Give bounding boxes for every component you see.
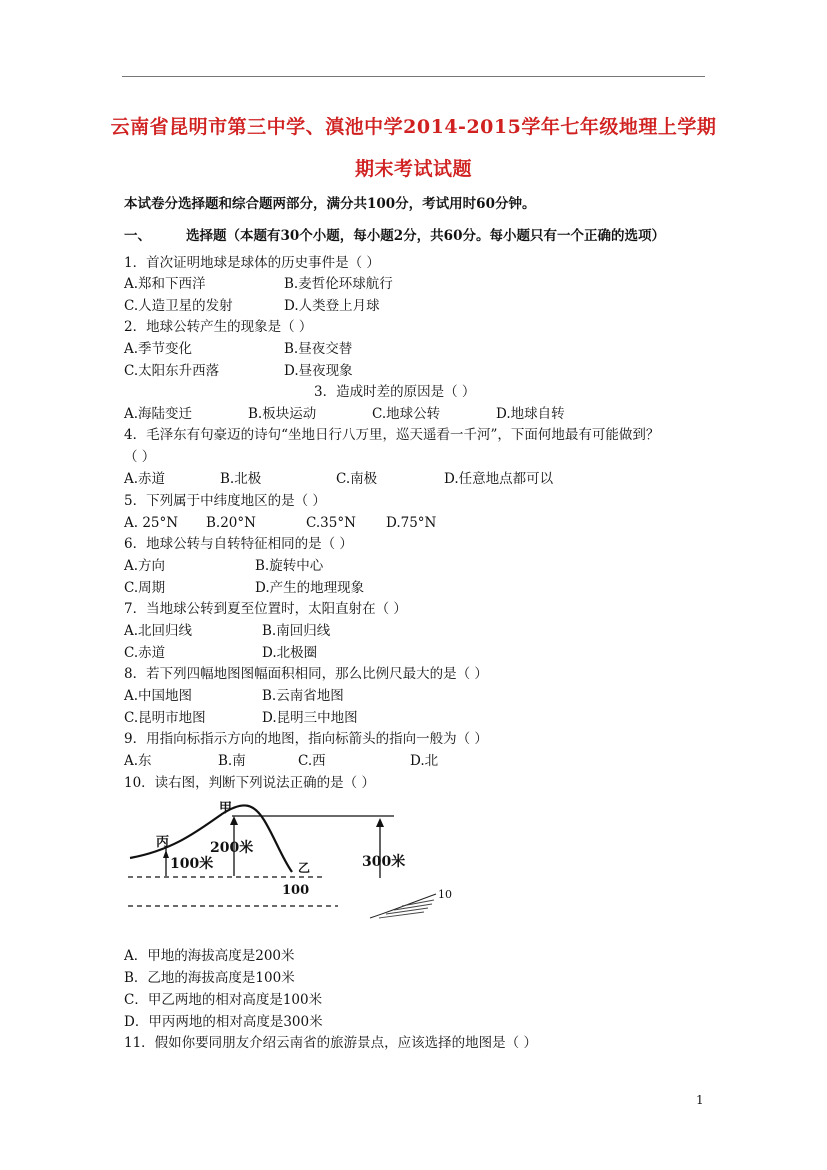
q9-option-a: A.东 — [124, 753, 152, 769]
q3-option-a: A.海陆变迁 — [124, 406, 193, 422]
q10-option-c: C．甲乙两地的相对高度是100米 — [124, 992, 323, 1008]
label-bing: 丙 — [156, 835, 170, 850]
section-title: 选择题（本题有30个小题，每小题2分，共60分。每小题只有一个正确的选项） — [186, 228, 665, 244]
q7-option-d: D.北极圈 — [262, 645, 318, 661]
label-100-partial: 100 — [282, 883, 310, 898]
q7-option-c: C.赤道 — [124, 645, 166, 661]
q8-option-c: C.昆明市地图 — [124, 710, 206, 726]
question-3: 3．造成时差的原因是（ ） — [314, 384, 476, 400]
q3-option-b: B.板块运动 — [248, 406, 317, 422]
q3-option-c: C.地球公转 — [372, 406, 441, 422]
question-4-blank: （ ） — [124, 449, 156, 465]
q7-option-b: B.南回归线 — [262, 623, 331, 639]
q9-option-c: C.西 — [298, 753, 326, 769]
q8-option-d: D.昆明三中地图 — [262, 710, 358, 726]
label-10-partial: 10 — [438, 888, 452, 901]
label-200m: 200米 — [210, 840, 254, 856]
question-1: 1．首次证明地球是球体的历史事件是（ ） — [124, 255, 380, 271]
question-8: 8．若下列四幅地图图幅面积相同，那么比例尺最大的是（ ） — [124, 666, 488, 682]
question-5: 5．下列属于中纬度地区的是（ ） — [124, 493, 326, 509]
q1-option-b: B.麦哲伦环球航行 — [284, 276, 393, 292]
q1-option-d: D.人类登上月球 — [284, 298, 380, 314]
q8-option-b: B.云南省地图 — [262, 688, 344, 704]
title-line-1: 云南省昆明市第三中学、滇池中学2014-2015学年七年级地理上学期 — [110, 116, 717, 138]
q1-option-a: A.郑和下西洋 — [124, 276, 206, 292]
label-jia: 甲 — [219, 801, 233, 816]
q2-option-b: B.昼夜交替 — [284, 341, 353, 357]
q5-option-a: A. 25°N — [124, 515, 179, 531]
q10-option-d: D．甲丙两地的相对高度是300米 — [124, 1014, 323, 1030]
q1-option-c: C.人造卫星的发射 — [124, 298, 233, 314]
q10-option-b: B．乙地的海拔高度是100米 — [124, 970, 295, 986]
q4-option-d: D.任意地点都可以 — [444, 471, 554, 487]
q2-option-c: C.太阳东升西落 — [124, 363, 220, 379]
q6-option-b: B.旋转中心 — [255, 558, 324, 574]
q9-option-b: B.南 — [218, 753, 246, 769]
question-4: 4．毛泽东有句豪迈的诗句“坐地日行八万里，巡天遥看一千河”，下面何地最有可能做到？ — [124, 427, 660, 443]
label-300m: 300米 — [362, 854, 406, 870]
title-line-2: 期末考试试题 — [354, 158, 472, 180]
q5-option-d: D.75°N — [386, 515, 437, 531]
q9-option-d: D.北 — [410, 753, 439, 769]
q5-option-c: C.35°N — [306, 515, 356, 531]
q4-option-c: C.南极 — [336, 471, 378, 487]
q10-option-a: A．甲地的海拔高度是200米 — [124, 948, 295, 964]
section-number: 一、 — [124, 228, 151, 244]
intro-text: 本试卷分选择题和综合题两部分，满分共100分，考试用时60分钟。 — [124, 196, 536, 212]
page-number: 1 — [696, 1093, 704, 1107]
q6-option-a: A.方向 — [124, 558, 166, 574]
question-2: 2．地球公转产生的现象是（ ） — [124, 319, 313, 335]
q8-option-a: A.中国地图 — [124, 688, 193, 704]
question-6: 6．地球公转与自转特征相同的是（ ） — [124, 536, 353, 552]
q7-option-a: A.北回归线 — [124, 623, 193, 639]
q2-option-d: D.昼夜现象 — [284, 363, 353, 379]
elevation-figure — [124, 800, 464, 930]
q5-option-b: B.20°N — [206, 515, 256, 531]
question-9: 9．用指向标指示方向的地图，指向标箭头的指向一般为（ ） — [124, 731, 488, 747]
question-7: 7．当地球公转到夏至位置时，太阳直射在（ ） — [124, 601, 407, 617]
label-yi: 乙 — [298, 861, 311, 875]
question-10: 10．读右图，判断下列说法正确的是（ ） — [124, 775, 375, 791]
q3-option-d: D.地球自转 — [496, 406, 565, 422]
header-rule — [122, 76, 705, 77]
q2-option-a: A.季节变化 — [124, 341, 193, 357]
label-100m: 100米 — [170, 856, 214, 872]
q6-option-d: D.产生的地理现象 — [255, 580, 365, 596]
q4-option-b: B.北极 — [220, 471, 262, 487]
question-11: 11．假如你要同朋友介绍云南省的旅游景点，应该选择的地图是（ ） — [124, 1035, 537, 1051]
q6-option-c: C.周期 — [124, 580, 166, 596]
q4-option-a: A.赤道 — [124, 471, 166, 487]
